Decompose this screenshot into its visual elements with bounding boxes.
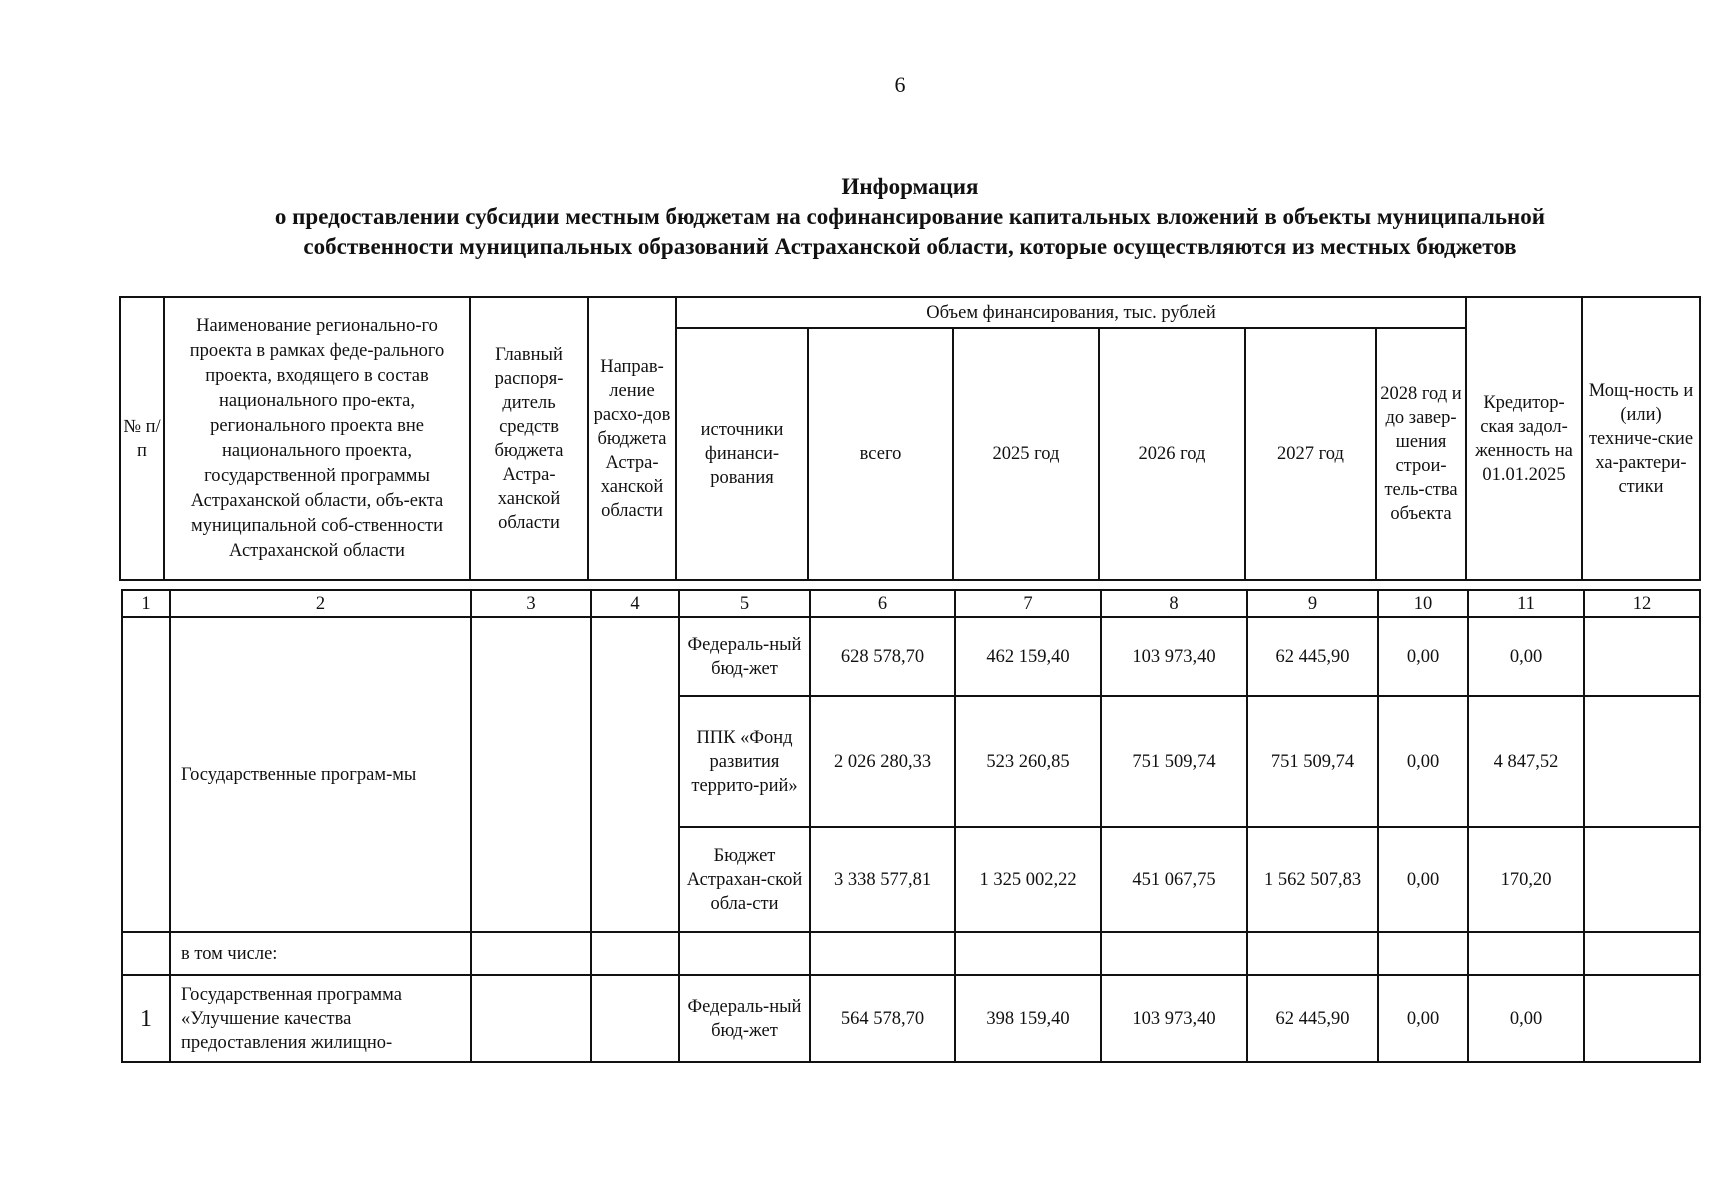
group-name-cell: Государственные програм-мы [170, 617, 471, 932]
empty-cell [1584, 932, 1700, 975]
column-numbers-row [122, 590, 1700, 617]
y2027-cell: 62 445,90 [1247, 975, 1378, 1062]
including-label: в том числе: [170, 932, 471, 975]
column-number: 2 [170, 590, 471, 617]
header-col-manager: Главный распоря-дитель средств бюджета Астра-ханской области [470, 297, 588, 580]
group-number-cell [122, 617, 170, 932]
capacity-cell [1584, 617, 1700, 696]
column-number: 12 [1584, 590, 1700, 617]
y2028-cell: 0,00 [1378, 975, 1468, 1062]
group-direction-cell [591, 617, 679, 932]
header-col-number: № п/п [120, 297, 164, 580]
header-col-capacity: Мощ-ность и (или) техниче-ские ха-рактери-стики [1582, 297, 1700, 580]
empty-cell [122, 932, 170, 975]
header-col-direction: Направ-ление расхо-дов бюджета Астра-ханской области [588, 297, 676, 580]
empty-cell [1101, 932, 1247, 975]
column-number: 3 [471, 590, 591, 617]
empty-cell [1378, 932, 1468, 975]
document-title [180, 172, 1640, 262]
y2025-cell: 398 159,40 [955, 975, 1101, 1062]
total-cell: 2 026 280,33 [810, 696, 955, 827]
y2026-cell: 451 067,75 [1101, 827, 1247, 932]
empty-cell [591, 932, 679, 975]
header-financing-group: Объем финансирования, тыс. рублей [676, 297, 1466, 328]
credit-cell: 4 847,52 [1468, 696, 1584, 827]
y2025-cell: 462 159,40 [955, 617, 1101, 696]
capacity-cell [1584, 975, 1700, 1062]
y2027-cell: 751 509,74 [1247, 696, 1378, 827]
y2028-cell: 0,00 [1378, 827, 1468, 932]
table-row [122, 975, 1700, 1062]
header-col-2027: 2027 год [1245, 328, 1376, 580]
column-number: 8 [1101, 590, 1247, 617]
total-cell: 564 578,70 [810, 975, 955, 1062]
program-manager-cell [471, 975, 591, 1062]
y2028-cell: 0,00 [1378, 617, 1468, 696]
including-row [122, 932, 1700, 975]
empty-cell [1468, 932, 1584, 975]
y2025-cell: 523 260,85 [955, 696, 1101, 827]
title-line-2: о предоставлении субсидии местным бюджетам на софинансирование капитальных вложений в объекты муниципальной [274, 204, 1546, 229]
capacity-cell [1584, 827, 1700, 932]
header-col-total: всего [808, 328, 953, 580]
program-direction-cell [591, 975, 679, 1062]
credit-cell: 0,00 [1468, 617, 1584, 696]
column-number: 4 [591, 590, 679, 617]
column-number: 1 [122, 590, 170, 617]
empty-cell [955, 932, 1101, 975]
column-number: 7 [955, 590, 1101, 617]
source-cell: Федераль-ный бюд-жет [679, 975, 810, 1062]
credit-cell: 170,20 [1468, 827, 1584, 932]
total-cell: 3 338 577,81 [810, 827, 955, 932]
credit-cell: 0,00 [1468, 975, 1584, 1062]
empty-cell [1247, 932, 1378, 975]
column-number: 6 [810, 590, 955, 617]
column-number: 10 [1378, 590, 1468, 617]
total-cell: 628 578,70 [810, 617, 955, 696]
header-col-credit: Кредитор-ская задол-женность на 01.01.2025 [1466, 297, 1582, 580]
empty-cell [810, 932, 955, 975]
y2028-cell: 0,00 [1378, 696, 1468, 827]
y2026-cell: 103 973,40 [1101, 617, 1247, 696]
header-col-2025: 2025 год [953, 328, 1099, 580]
y2027-cell: 62 445,90 [1247, 617, 1378, 696]
header-col-name: Наименование регионально-го проекта в рамках феде-рального проекта, входящего в состав национального про-екта, регионального проекта вне национального проекта, государственной программы Астраханской области, объ-екта муниципальной соб-ственности Астраханской области [164, 297, 470, 580]
column-number: 5 [679, 590, 810, 617]
row-number-cell: 1 [122, 975, 170, 1062]
financing-table-header [119, 296, 1701, 581]
empty-cell [471, 932, 591, 975]
header-col-2028: 2028 год и до завер-шения строи-тель-ства объекта [1376, 328, 1466, 580]
empty-cell [679, 932, 810, 975]
financing-table-body [121, 589, 1701, 1063]
y2026-cell: 103 973,40 [1101, 975, 1247, 1062]
table-row [122, 617, 1700, 696]
page-number: 6 [894, 72, 906, 97]
column-number: 11 [1468, 590, 1584, 617]
y2025-cell: 1 325 002,22 [955, 827, 1101, 932]
y2026-cell: 751 509,74 [1101, 696, 1247, 827]
title-line-3: собственности муниципальных образований Астраханской области, которые осуществляются из местных бюджетов [303, 234, 1517, 259]
capacity-cell [1584, 696, 1700, 827]
source-cell: Федераль-ный бюд-жет [679, 617, 810, 696]
group-manager-cell [471, 617, 591, 932]
header-col-source: источники финанси-рования [676, 328, 808, 580]
source-cell: ППК «Фонд развития террито-рий» [679, 696, 810, 827]
program-name-cell: Государственная программа «Улучшение качества предоставления жилищно- [170, 975, 471, 1062]
header-col-2026: 2026 год [1099, 328, 1245, 580]
column-number: 9 [1247, 590, 1378, 617]
source-cell: Бюджет Астрахан-ской обла-сти [679, 827, 810, 932]
y2027-cell: 1 562 507,83 [1247, 827, 1378, 932]
title-line-1: Информация [841, 174, 979, 199]
